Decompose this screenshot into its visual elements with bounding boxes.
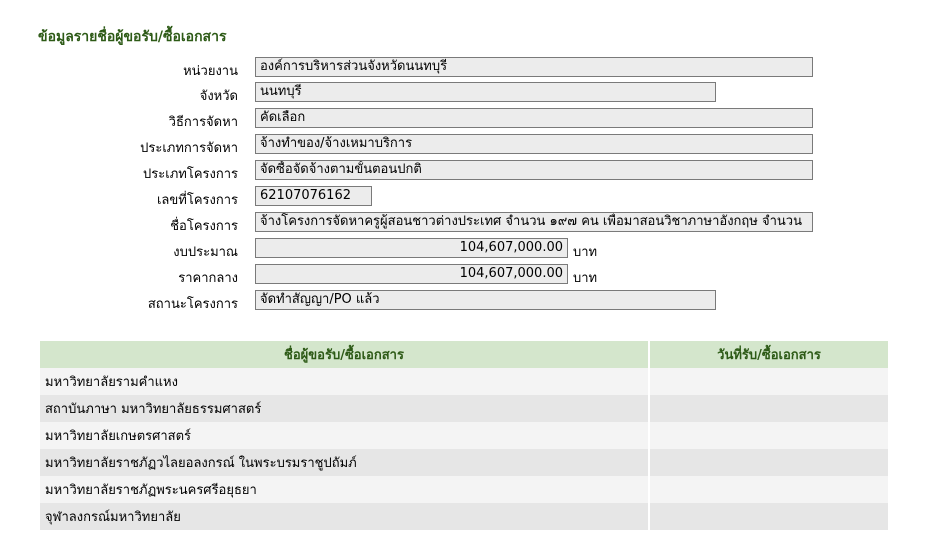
recipient-name-cell: สถาบันภาษา มหาวิทยาลัยธรรมศาสตร์ bbox=[40, 395, 649, 422]
form-row-project-name bbox=[0, 212, 928, 234]
budget-field[interactable]: 104,607,000.00 bbox=[255, 238, 568, 258]
receive-date-cell bbox=[649, 476, 888, 503]
project-no-field[interactable]: 62107076162 bbox=[255, 186, 372, 206]
receive-date-cell bbox=[649, 449, 888, 476]
table-row bbox=[40, 395, 888, 422]
table-row bbox=[40, 476, 888, 503]
form-row-procurement-type bbox=[0, 134, 928, 156]
recipient-name-cell: มหาวิทยาลัยรามคำแหง bbox=[40, 368, 649, 395]
method-label: วิธีการจัดหา bbox=[168, 115, 238, 130]
table-row bbox=[40, 368, 888, 395]
recipient-name-cell: มหาวิทยาลัยราชภัฏพระนครศรีอยุธยา bbox=[40, 476, 649, 503]
median-price-unit: บาท bbox=[573, 271, 598, 286]
form-row-median-price bbox=[0, 264, 928, 286]
median-price-field[interactable]: 104,607,000.00 bbox=[255, 264, 568, 284]
receive-date-cell bbox=[649, 395, 888, 422]
project-name-label: ชื่อโครงการ bbox=[170, 219, 238, 234]
header-recipient-name: ชื่อผู้ขอรับ/ซื้อเอกสาร bbox=[40, 341, 649, 368]
province-label: จังหวัด bbox=[199, 89, 238, 104]
project-name-field[interactable]: จ้างโครงการจัดหาครูผู้สอนชาวต่างประเทศ จำนวน ๑๙๗ คน เพื่อมาสอนวิชาภาษาอังกฤษ จำนวน bbox=[255, 212, 813, 232]
project-no-label: เลขที่โครงการ bbox=[156, 193, 238, 208]
procurement-type-field[interactable]: จ้างทำของ/จ้างเหมาบริการ bbox=[255, 134, 813, 154]
procurement-type-label: ประเภทการจัดหา bbox=[140, 141, 238, 156]
form-row-method bbox=[0, 108, 928, 130]
budget-label: งบประมาณ bbox=[173, 245, 238, 260]
table-row bbox=[40, 422, 888, 449]
status-field[interactable]: จัดทำสัญญา/PO แล้ว bbox=[255, 290, 716, 310]
form-row-province bbox=[0, 82, 928, 104]
recipient-name-cell: จุฬาลงกรณ์มหาวิทยาลัย bbox=[40, 503, 649, 530]
recipient-name-cell: มหาวิทยาลัยราชภัฏวไลยอลงกรณ์ ในพระบรมราชูปถัมภ์ bbox=[40, 449, 649, 476]
status-label: สถานะโครงการ bbox=[147, 297, 238, 312]
table-row bbox=[40, 503, 888, 530]
form-row-project-no bbox=[0, 186, 928, 208]
recipient-name-cell: มหาวิทยาลัยเกษตรศาสตร์ bbox=[40, 422, 649, 449]
header-receive-date: วันที่รับ/ซื้อเอกสาร bbox=[649, 341, 888, 368]
agency-label: หน่วยงาน bbox=[183, 64, 238, 79]
province-field[interactable]: นนทบุรี bbox=[255, 82, 716, 102]
document-recipients-table bbox=[40, 341, 888, 530]
table-row bbox=[40, 449, 888, 476]
receive-date-cell bbox=[649, 368, 888, 395]
form-row-project-type bbox=[0, 160, 928, 182]
receive-date-cell bbox=[649, 422, 888, 449]
project-type-field[interactable]: จัดซื้อจัดจ้างตามขั้นตอนปกติ bbox=[255, 160, 813, 180]
form-row-status bbox=[0, 290, 928, 312]
form-row-agency bbox=[0, 57, 928, 79]
agency-field[interactable]: องค์การบริหารส่วนจังหวัดนนทบุรี bbox=[255, 57, 813, 77]
budget-unit: บาท bbox=[573, 245, 598, 260]
project-type-label: ประเภทโครงการ bbox=[143, 167, 238, 182]
form-row-budget bbox=[0, 238, 928, 260]
median-price-label: ราคากลาง bbox=[178, 271, 238, 286]
table-header-row bbox=[40, 341, 888, 368]
section-title: ข้อมูลรายชื่อผู้ขอรับ/ซื้อเอกสาร bbox=[38, 29, 227, 45]
receive-date-cell bbox=[649, 503, 888, 530]
method-field[interactable]: คัดเลือก bbox=[255, 108, 813, 128]
